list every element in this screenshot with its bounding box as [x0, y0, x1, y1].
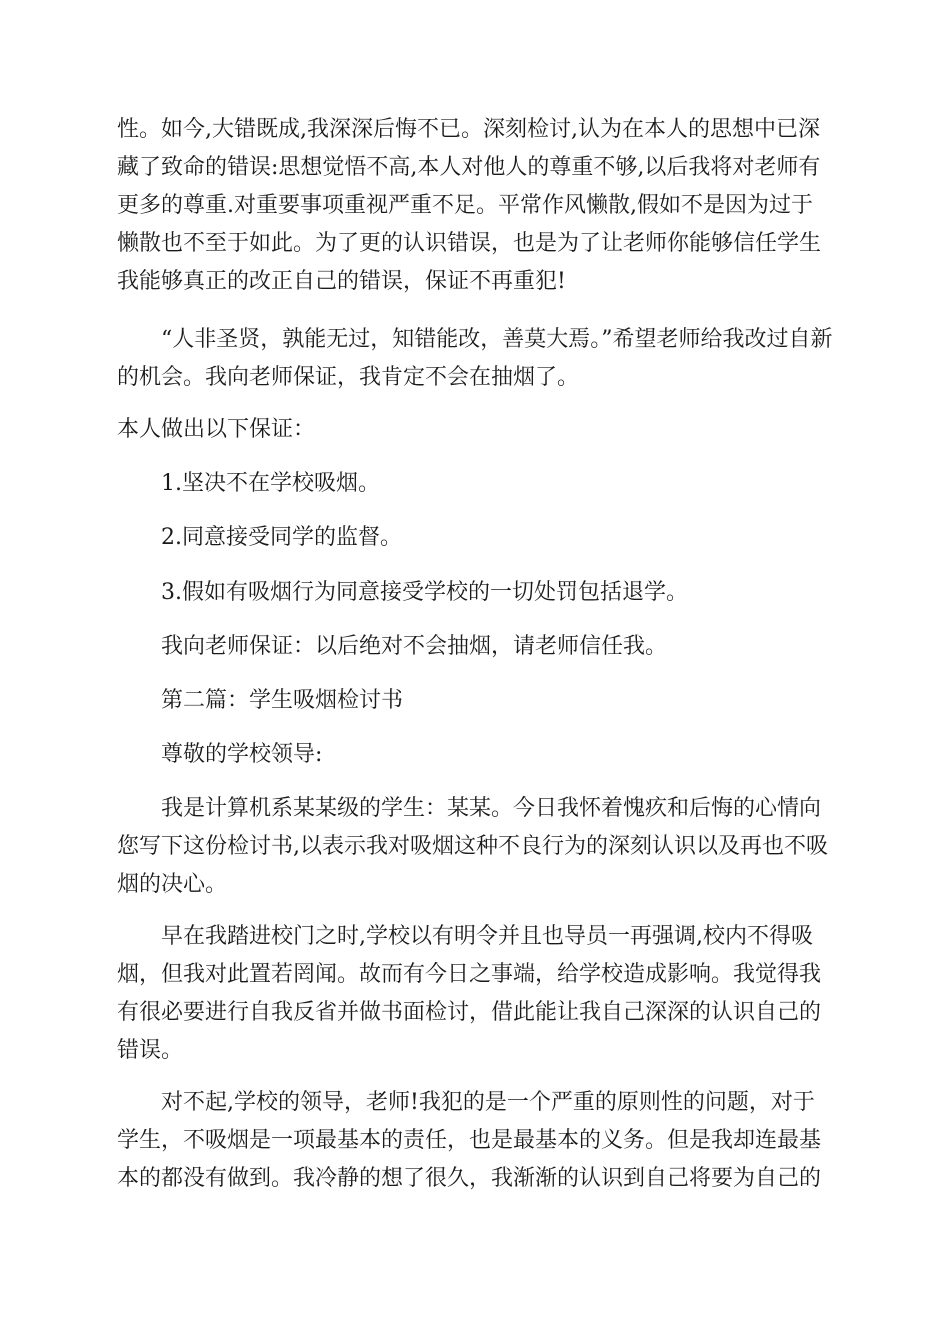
list-item-1: 1.坚决不在学校吸烟。	[161, 471, 380, 496]
section-heading-2: 第二篇：学生吸烟检讨书	[161, 688, 404, 713]
paragraph-regret: 性。如今,大错既成,我深深后悔不已。深刻检讨,认为在本人的思想中已深藏了致命的错误:思想觉悟不高,本人对他人的尊重不够,以后我将对老师有更多的尊重.对重要事项重视严重不足。平常作风懒散,假如不是因为过于懒散也不至于如此。为了更的认识错误，也是为了让老师你能够信任学生我能够真正的改正自己的错误，保证不再重犯!	[117, 117, 822, 294]
paragraph-final-promise: 我向老师保证：以后绝对不会抽烟，请老师信任我。	[161, 634, 668, 659]
list-item-2: 2.同意接受同学的监督。	[161, 525, 402, 550]
paragraph-apology: 对不起,学校的领导，老师!我犯的是一个严重的原则性的问题，对于学生，不吸烟是一项最基本的责任，也是最基本的义务。但是我却连最基本的都没有做到。我冷静的想了很久，我渐渐的认识到自己将要为自己的	[117, 1090, 822, 1191]
list-item-3: 3.假如有吸烟行为同意接受学校的一切处罚包括退学。	[161, 580, 688, 605]
paragraph-promise-quote: “人非圣贤，孰能无过，知错能改，善莫大焉。”希望老师给我改过自新的机会。我向老师保证，我肯定不会在抽烟了。	[117, 327, 833, 390]
paragraph-background: 早在我踏进校门之时,学校以有明令并且也导员一再强调,校内不得吸烟，但我对此置若罔闻。故而有今日之事端，给学校造成影响。我觉得我有很必要进行自我反省并做书面检讨，借此能让我自己深深的认识自己的错误。	[117, 924, 822, 1063]
salutation: 尊敬的学校领导:	[161, 742, 323, 767]
paragraph-introduction: 我是计算机系某某级的学生：某某。今日我怀着愧疚和后悔的心情向您写下这份检讨书,以表示我对吸烟这种不良行为的深刻认识以及再也不吸烟的决心。	[117, 796, 828, 897]
paragraph-guarantee-intro: 本人做出以下保证：	[117, 417, 316, 442]
